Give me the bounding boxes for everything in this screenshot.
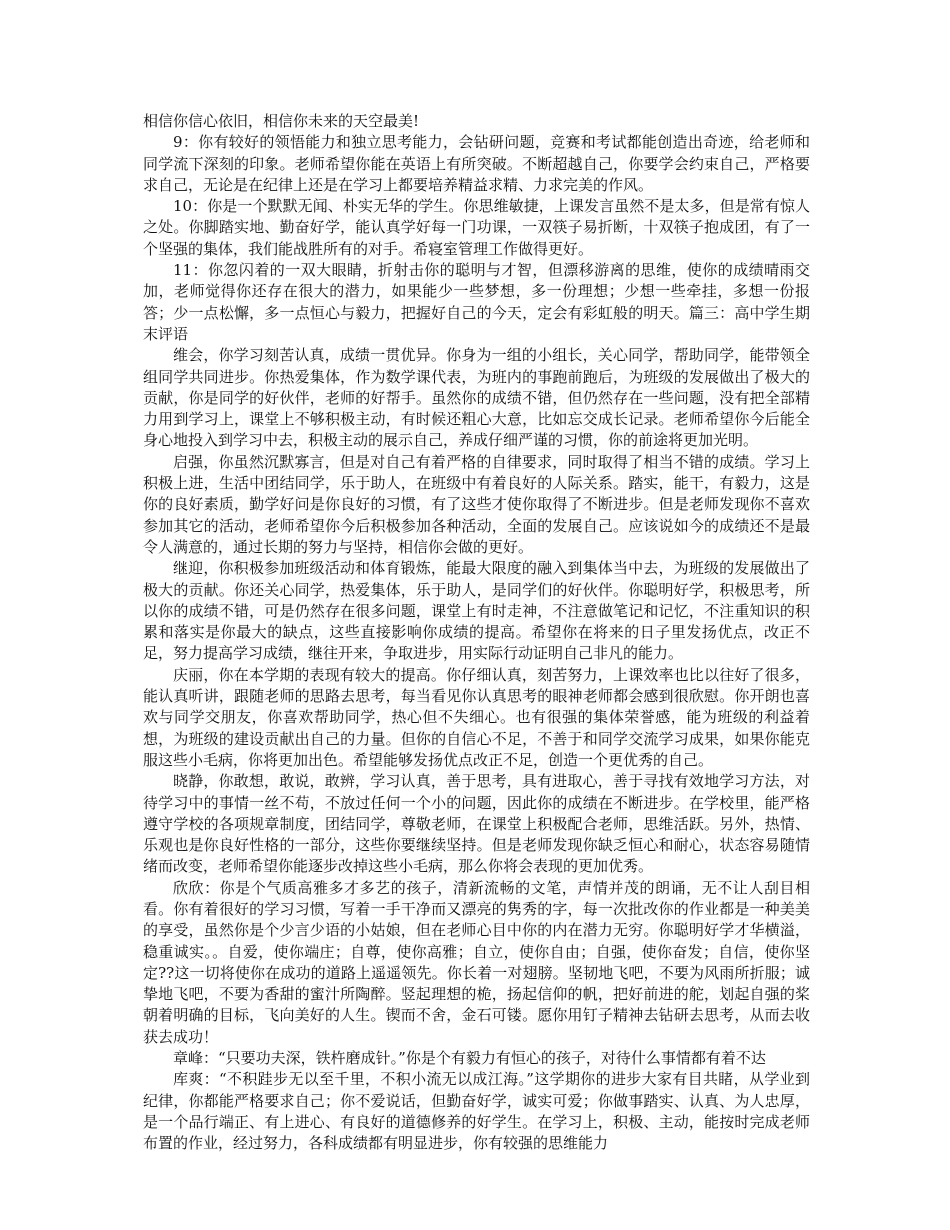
paragraph: 9：你有较好的领悟能力和独立思考能力，会钻研问题，竞赛和考试都能创造出奇迹，给老师和同学流下深刻的印象。老师希望你能在英语上有所突破。不断超越自己，你要学会约束自己，严格要求自己，无论是在纪律上还是在学习上都要培养精益求精、力求完美的作风。	[143, 133, 810, 194]
paragraph: 维会，你学习刻苦认真，成绩一贯优异。你身为一组的小组长，关心同学，帮助同学，能带领全组同学共同进步。你热爱集体，作为数学课代表，为班内的事跑前跑后，为班级的发展做出了极大的贡献，你是同学的好伙伴，老师的好帮手。虽然你的成绩不错，但仍然存在一些问题，没有把全部精力用到学习上，课堂上不够积极主动，有时候还粗心大意，比如忘交成长记录。老师希望你今后能全身心地投入到学习中去，积极主动的展示自己，养成仔细严谨的习惯，你的前途将更加光明。	[143, 346, 810, 450]
paragraph: 11：你忽闪着的一双大眼睛，折射击你的聪明与才智，但漂移游离的思维，使你的成绩晴雨交加，老师觉得你还存在很大的潜力，如果能少一些梦想，多一份理想；少想一些牵挂，多想一份报答；少一点松懈，多一点恒心与毅力，把握好自己的今天，定会有彩虹般的明天。篇三：高中学生期末评语	[143, 261, 810, 343]
paragraph: 庆丽，你在本学期的表现有较大的提高。你仔细认真，刻苦努力，上课效率也比以往好了很多，能认真听讲，跟随老师的思路去思考，每当看见你认真思考的眼神老师都会感到很欣慰。你开朗也喜欢与同学交朋友，你喜欢帮助同学，热心但不失细心。也有很强的集体荣誉感，能为班级的利益着想，为班级的建设贡献出自己的力量。但你的自信心不足，不善于和同学交流学习成果，如果你能克服这些小毛病，你将更加出色。希望能够发扬优点改正不足，创造一个更优秀的自己。	[143, 665, 810, 769]
paragraph: 晓静，你敢想，敢说，敢辨，学习认真，善于思考，具有进取心，善于寻找有效地学习方法，对待学习中的事情一丝不苟，不放过任何一个小的问题，因此你的成绩在不断进步。在学校里，能严格遵守学校的各项规章制度，团结同学，尊敬老师，在课堂上积极配合老师，思维活跃。另外，热情、乐观也是你良好性格的一部分，这些你要继续坚持。但是老师发现你缺乏恒心和耐心，状态容易随情绪而改变，老师希望你能逐步改掉这些小毛病，那么你将会表现的更加优秀。	[143, 772, 810, 876]
paragraph: 相信你信心依旧，相信你未来的天空最美!	[143, 112, 420, 130]
paragraph: 章峰：“只要功夫深，铁杵磨成针。”你是个有毅力有恒心的孩子，对待什么事情都有着不达	[173, 1049, 766, 1068]
paragraph: 欣欣：你是个气质高雅多才多艺的孩子，清新流畅的文笔，声情并茂的朗诵，无不让人刮目相看。你有着很好的学习习惯，写着一手干净而又漂亮的隽秀的字，每一次批改你的作业都是一种美美的享受，虽然你是个少言少语的小姑娘，但在老师心目中你的内在潜力无穷。你聪明好学才华横溢，稳重诚实。。自爱，使你端庄；自尊，使你高雅；自立，使你自由；自强，使你奋发；自信，使你坚定??这一切将使你在成功的道路上遥遥领先。你长着一对翅膀。坚韧地飞吧，不要为风雨所折服；诚挚地飞吧，不要为香甜的蜜汁所陶醉。竖起理想的桅，扬起信仰的帆，把好前进的舵，划起自强的桨朝着明确的目标，飞向美好的人生。锲而不舍，金石可镂。愿你用钉子精神去钻研去思考，从而去收获去成功！	[143, 878, 810, 1046]
paragraph: 库爽：“不积跬步无以至千里，不积小流无以成江海。”这学期你的进步大家有目共睹，从学业到纪律，你都能严格要求自己；你不爱说话，但勤奋好学，诚实可爱；你做事踏实、认真、为人忠厚，是一个品行端正、有上进心、有良好的道德修养的好学生。在学习上，积极、主动，能按时完成老师布置的作业，经过努力，各科成绩都有明显进步，你有较强的思维能力	[143, 1070, 810, 1153]
document-body	[143, 111, 810, 1155]
paragraph: 继迎，你积极参加班级活动和体育锻炼，能最大限度的融入到集体当中去，为班级的发展做出了极大的贡献。你还关心同学，热爱集体，乐于助人，是同学们的好伙伴。你聪明好学，积极思考，所以你的成绩不错，可是仍然存在很多问题，课堂上有时走神，不注意做笔记和记忆，不注重知识的积累和落实是你最大的缺点，这些直接影响你成绩的提高。希望你在将来的日子里发扬优点，改正不足，努力提高学习成绩，继往开来，争取进步，用实际行动证明自己非凡的能力。	[143, 559, 810, 663]
paragraph: 10：你是一个默默无闻、朴实无华的学生。你思维敏捷，上课发言虽然不是太多，但是常有惊人之处。你脚踏实地、勤奋好学，能认真学好每一门功课，一双筷子易折断，十双筷子抱成团，有了一个坚强的集体，我们能战胜所有的对手。希寝室管理工作做得更好。	[143, 197, 810, 258]
paragraph: 启强，你虽然沉默寡言，但是对自己有着严格的自律要求，同时取得了相当不错的成绩。学习上积极上进，生活中团结同学，乐于助人，在班级中有着良好的人际关系。踏实，能干，有毅力，这是你的良好素质，勤学好问是你良好的习惯，有了这些才使你取得了不断进步。但是老师发现你不喜欢参加其它的活动，老师希望你今后积极参加各种活动，全面的发展自己。应该说如今的成绩还不是最令人满意的，通过长期的努力与坚持，相信你会做的更好。	[143, 452, 810, 556]
